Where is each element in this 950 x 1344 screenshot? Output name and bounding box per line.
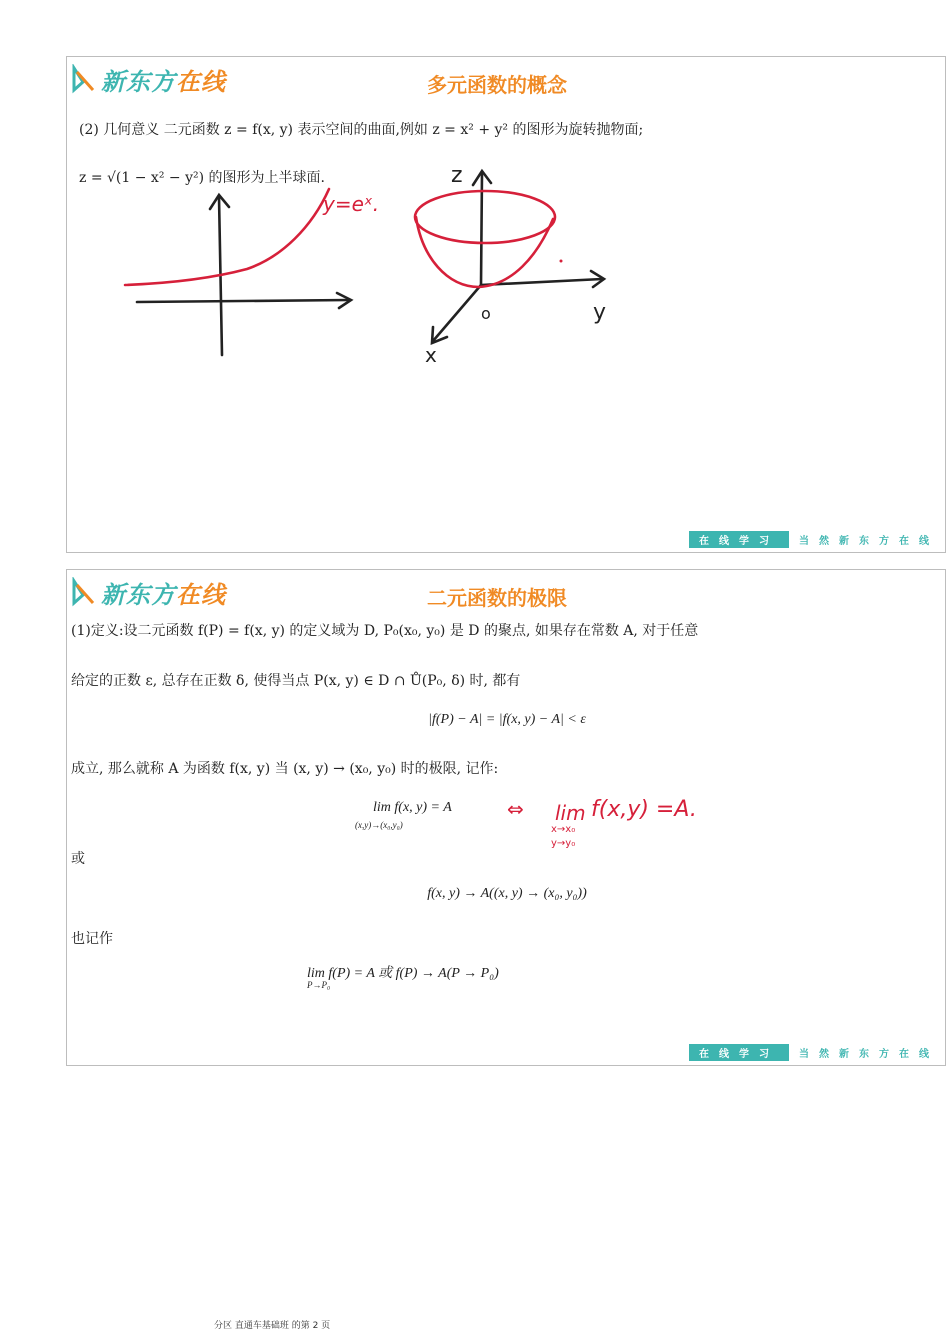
footer-left: 在线学习 (689, 1044, 789, 1061)
limit-p-subscript: P→P₀ (307, 980, 331, 990)
slide-limit-definition (66, 569, 946, 1066)
handwritten-sketches (67, 57, 947, 554)
origin-label: o (481, 304, 491, 323)
axis-z-label: z (451, 163, 463, 188)
slide-title: 多元函数的概念 (427, 73, 567, 97)
geometric-meaning-line: (2) 几何意义 二元函数 z = f(x, y) 表示空间的曲面,例如 z = x² + y² 的图形为旋转抛物面; (79, 122, 644, 138)
axis-y-label: y (593, 300, 607, 325)
handwritten-cond-x: x→x₀ (551, 824, 576, 835)
slide-geometric-meaning (66, 56, 946, 553)
footer-right: 当然新东方在线 (799, 1049, 939, 1060)
limit-p-notation: lim f(P) = A 或 f(P) → A(P → P₀) (307, 966, 499, 981)
handwritten-lim: lim (555, 801, 586, 825)
handwritten-limit-note (67, 570, 947, 1067)
slide-footer (689, 1044, 939, 1061)
footer-right: 当然新东方在线 (799, 536, 939, 547)
axis-x-label: x (425, 343, 437, 367)
handwritten-cond-y: y→y₀ (551, 838, 576, 849)
paraboloid-sketch (415, 191, 555, 287)
handwritten-rhs: f(x,y) =A. (591, 797, 697, 822)
limit-notation: lim f(x, y) = A (373, 800, 452, 815)
or-word: 或 (71, 851, 85, 867)
page-note: 分区 直通车基础班 的第 2 页 (214, 1321, 331, 1331)
slide-title: 二元函数的极限 (427, 586, 567, 610)
hemisphere-line: z = √(1 − x² − y²) 的图形为上半球面. (79, 170, 325, 186)
alternative-notation: f(x, y) → A((x, y) → (x₀, y₀)) (427, 886, 587, 901)
epsilon-inequality: |f(P) − A| = |f(x, y) − A| < ε (428, 712, 586, 727)
equiv-arrow: ⇔ (507, 797, 524, 821)
brand-name: 新东方在线 (101, 580, 226, 609)
footer-left: 在线学习 (689, 531, 789, 548)
sketch-2d-axes (137, 195, 351, 355)
also-written-word: 也记作 (71, 931, 113, 947)
definition-line-3: 成立, 那么就称 A 为函数 f(x, y) 当 (x, y) → (x₀, y₀) 时的极限, 记作: (71, 761, 499, 777)
slide-footer (689, 531, 939, 548)
limit-subscript: (x,y)→(x₀,y₀) (355, 820, 403, 830)
definition-line-1: (1)定义:设二元函数 f(P) = f(x, y) 的定义域为 D, P₀(x₀, y₀) 是 D 的聚点, 如果存在常数 A, 对于任意 (71, 623, 699, 639)
definition-line-2: 给定的正数 ε, 总存在正数 δ, 使得当点 P(x, y) ∈ D ∩ Ů(P₀, δ) 时, 都有 (71, 673, 521, 689)
brand-name: 新东方在线 (101, 67, 226, 96)
curve-label: y=eˣ. (323, 192, 380, 216)
sketch-3d-axes (432, 171, 607, 343)
